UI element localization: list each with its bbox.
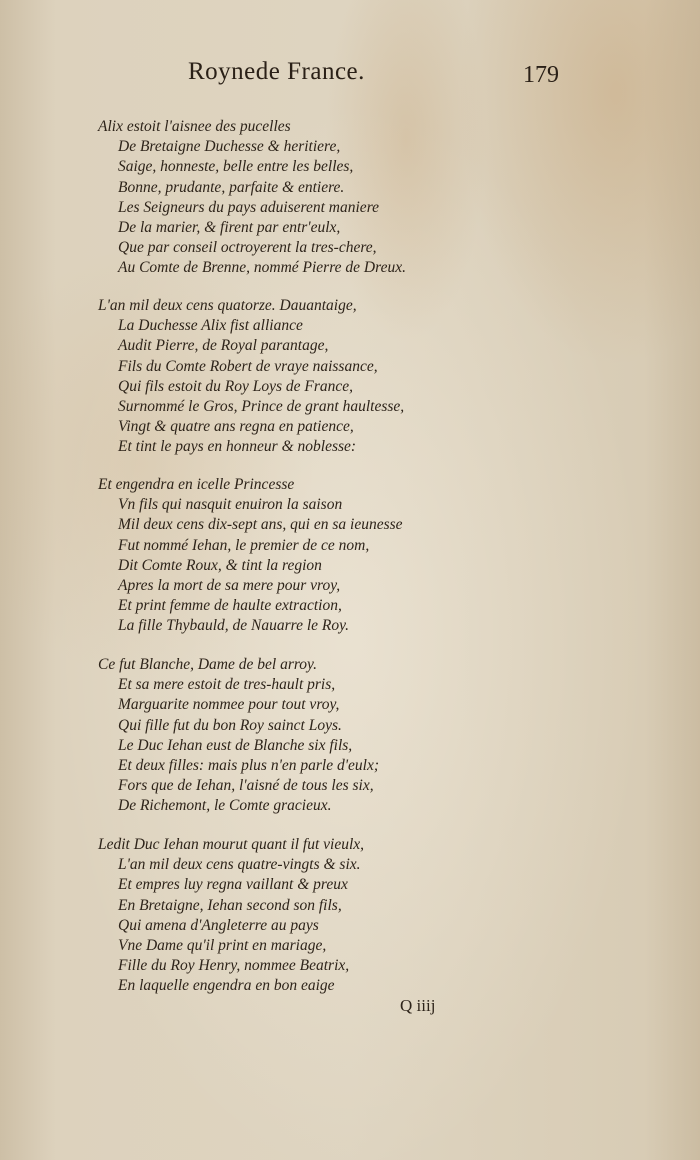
poem-line: Saige, honneste, belle entre les belles, <box>118 158 354 176</box>
poem-line: Vn fils qui nasquit enuiron la saison <box>118 496 343 514</box>
poem-line: En Bretaigne, Iehan second son fils, <box>118 896 342 914</box>
poem-line: Qui amena d'Angleterre au pays <box>118 916 319 934</box>
poem-line: Et deux filles: mais plus n'en parle d'eulx; <box>118 757 380 774</box>
poem-line: Vne Dame qu'il print en mariage, <box>118 937 327 954</box>
signature-mark: Q iiij <box>400 996 436 1015</box>
poem-line: Et print femme de haulte extraction, <box>118 597 342 615</box>
poem-line: De Richemont, le Comte gracieux. <box>118 797 332 815</box>
poem-line: Ce fut Blanche, Dame de bel arroy. <box>98 656 317 673</box>
poem-line: Vingt & quatre ans regna en patience, <box>118 418 354 436</box>
poem-line: La fille Thybauld, de Nauarre le Roy. <box>118 617 350 635</box>
poem-line: De la marier, & firent par entr'eulx, <box>118 219 341 236</box>
poem-line: Ledit Duc Iehan mourut quant il fut vieulx, <box>98 836 365 853</box>
poem-line: Fut nommé Iehan, le premier de ce nom, <box>118 536 370 554</box>
poem-line: L'an mil deux cens quatorze. Dauantaige, <box>98 297 357 314</box>
poem-line: Et engendra en icelle Princesse <box>98 476 295 493</box>
poem-line: De Bretaigne Duchesse & heritiere, <box>118 138 341 156</box>
poem-line: Audit Pierre, de Royal parantage, <box>118 337 329 355</box>
poem-line: Surnommé le Gros, Prince de grant haultesse, <box>118 398 405 415</box>
poem-line: Le Duc Iehan eust de Blanche six fils, <box>118 736 353 754</box>
poem-line: La Duchesse Alix fist alliance <box>118 317 303 335</box>
poem-line: Qui fils estoit du Roy Loys de France, <box>118 377 354 395</box>
poem-line: Au Comte de Brenne, nommé Pierre de Dreux. <box>118 259 406 277</box>
poem-line: Fors que de Iehan, l'aisné de tous les six, <box>118 777 374 795</box>
running-head: Roynede France. <box>188 58 365 85</box>
poem-line: Et tint le pays en honneur & noblesse: <box>118 438 357 456</box>
page-number: 179 <box>523 62 559 88</box>
poem-line: L'an mil deux cens quatre-vingts & six. <box>118 856 361 874</box>
poem-line: Dit Comte Roux, & tint la region <box>118 556 322 574</box>
poem-line: Les Seigneurs du pays aduiserent maniere <box>118 198 380 216</box>
poem-line: Fille du Roy Henry, nommee Beatrix, <box>118 957 350 975</box>
poem-line: Fils du Comte Robert de vraye naissance, <box>118 357 378 375</box>
poem-line: Alix estoit l'aisnee des pucelles <box>98 118 291 135</box>
poem-line: Apres la mort de sa mere pour vroy, <box>118 577 341 594</box>
poem-line: Que par conseil octroyerent la tres-chere, <box>118 239 377 257</box>
poem-line: Et empres luy regna vaillant & preux <box>118 876 348 894</box>
poem-line: En laquelle engendra en bon eaige <box>118 977 335 995</box>
poem-line: Et sa mere estoit de tres-hault pris, <box>118 676 336 694</box>
poem-line: Mil deux cens dix-sept ans, qui en sa ieunesse <box>118 516 403 534</box>
poem-line: Qui fille fut du bon Roy sainct Loys. <box>118 716 342 734</box>
poem-line: Marguarite nommee pour tout vroy, <box>118 696 340 714</box>
poem-line: Bonne, prudante, parfaite & entiere. <box>118 178 345 196</box>
